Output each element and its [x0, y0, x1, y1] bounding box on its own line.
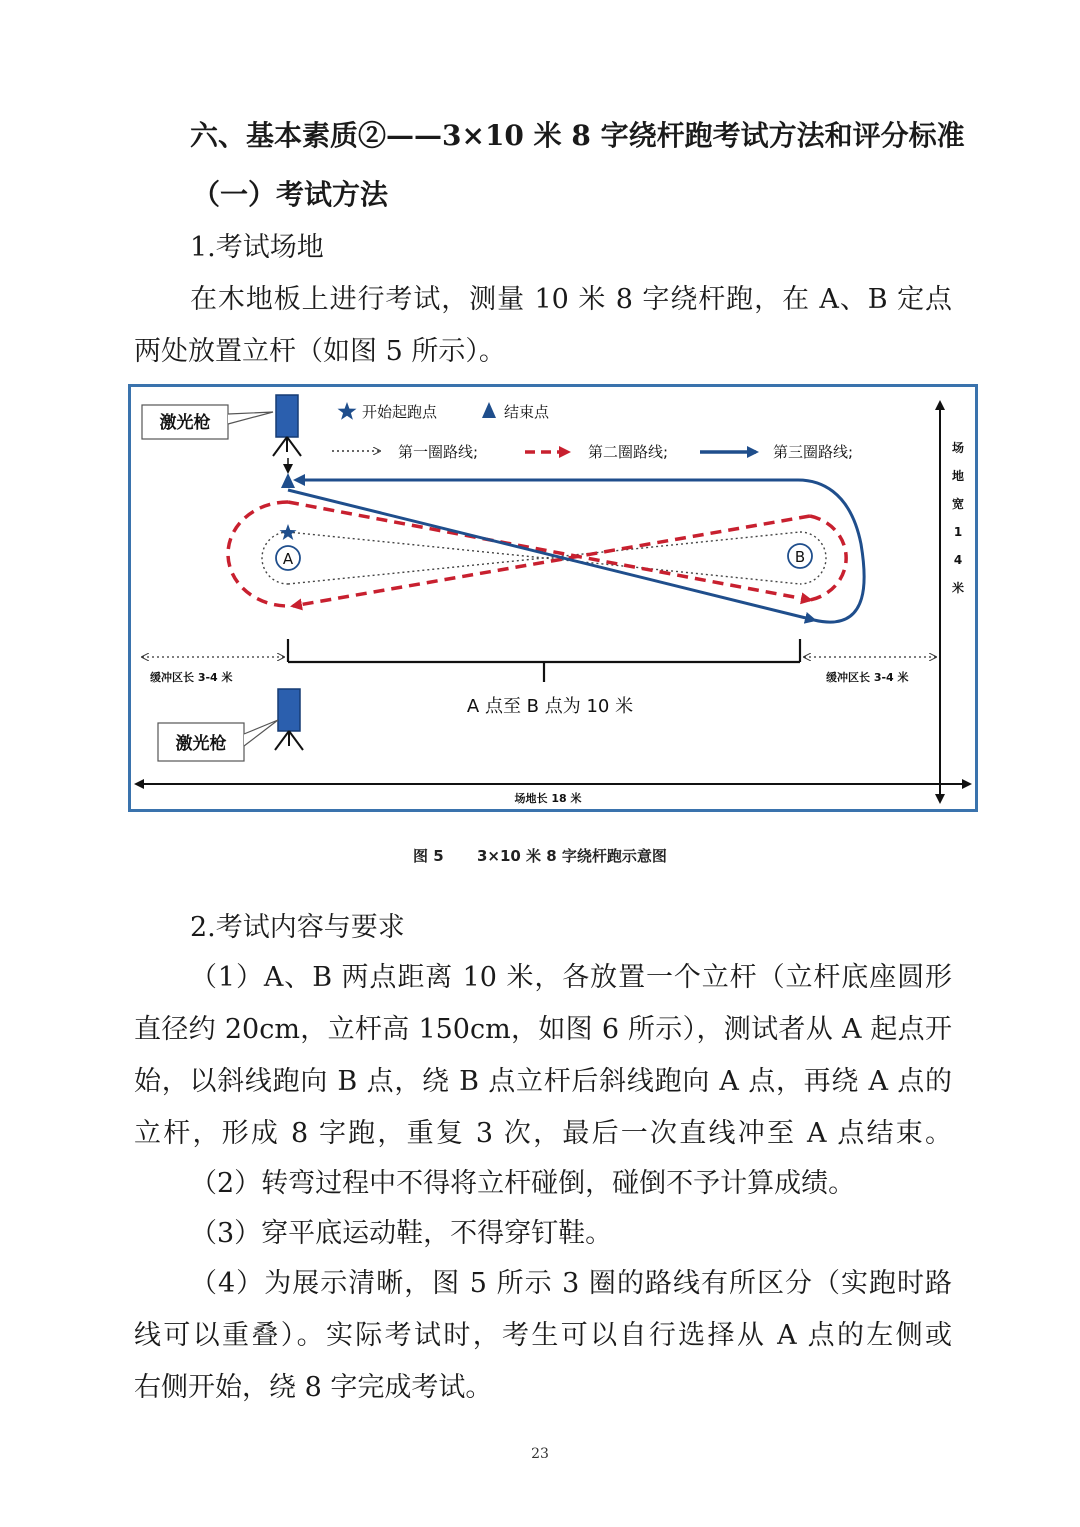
requirement-4-line: 线可以重叠）。实际考试时，考生可以自行选择从 A 点的左侧或 — [134, 1320, 952, 1351]
item1-paragraph-line: 两处放置立杆（如图 5 所示）。 — [134, 336, 506, 367]
svg-text:1: 1 — [953, 525, 963, 539]
requirement-4-line: 右侧开始，绕 8 字完成考试。 — [134, 1372, 493, 1403]
requirement-4-line: （4）为展示清晰，图 5 所示 3 圈的路线有所区分（实跑时路 — [190, 1268, 952, 1299]
pole-b-label: B — [794, 548, 806, 566]
buffer-left-label: 缓冲区长 3-4 米 — [150, 671, 233, 684]
figure-caption-text: 3×10 米 8 字绕杆跑示意图 — [476, 847, 667, 865]
requirement-1-line: 始，以斜线跑向 B 点，绕 B 点立杆后斜线跑向 A 点，再绕 A 点的 — [134, 1066, 952, 1097]
figure-caption — [0, 845, 1080, 866]
pole-a-label: A — [282, 550, 294, 568]
buffer-right-label: 缓冲区长 3-4 米 — [826, 671, 909, 684]
legend-lap1: 第一圈路线; — [398, 443, 479, 461]
item2-title: 2.考试内容与要求 — [190, 912, 405, 943]
svg-text:米: 米 — [951, 581, 965, 595]
requirement-1-line: 立杆，形成 8 字跑，重复 3 次，最后一次直线冲至 A 点结束。 — [134, 1118, 952, 1149]
svg-text:4: 4 — [953, 553, 963, 567]
requirement-2: （2）转弯过程中不得将立杆碰倒，碰倒不予计算成绩。 — [190, 1168, 856, 1199]
legend-lap3: 第三圈路线; — [773, 443, 854, 461]
figure-8-run-diagram — [128, 384, 978, 812]
figure-caption-label: 图 5 — [413, 847, 444, 865]
legend-end: 结束点 — [504, 403, 550, 421]
subheading-exam-method: （一）考试方法 — [192, 178, 389, 211]
svg-text:地: 地 — [951, 469, 965, 483]
field-length-label: 场地长 18 米 — [514, 792, 582, 805]
laser-label-bottom: 激光枪 — [175, 734, 227, 754]
svg-text:宽: 宽 — [951, 497, 965, 511]
ab-distance-label: A 点至 B 点为 10 米 — [466, 696, 634, 717]
legend-start: 开始起跑点 — [362, 403, 438, 421]
legend-lap2: 第二圈路线; — [588, 443, 669, 461]
section-heading: 六、基本素质②——3×10 米 8 字绕杆跑考试方法和评分标准 — [190, 119, 965, 152]
requirement-3: （3）穿平底运动鞋，不得穿钉鞋。 — [190, 1218, 613, 1249]
laser-label-top: 激光枪 — [159, 413, 211, 433]
requirement-1-line: （1）A、B 两点距离 10 米，各放置一个立杆（立杆底座圆形 — [190, 962, 952, 993]
item1-paragraph-line: 在木地板上进行考试，测量 10 米 8 字绕杆跑，在 A、B 定点 — [190, 284, 952, 315]
page-number: 23 — [531, 1446, 549, 1462]
item1-title: 1.考试场地 — [190, 232, 324, 263]
requirement-1-line: 直径约 20cm，立杆高 150cm，如图 6 所示），测试者从 A 起点开 — [134, 1014, 952, 1045]
svg-text:场: 场 — [951, 441, 965, 455]
